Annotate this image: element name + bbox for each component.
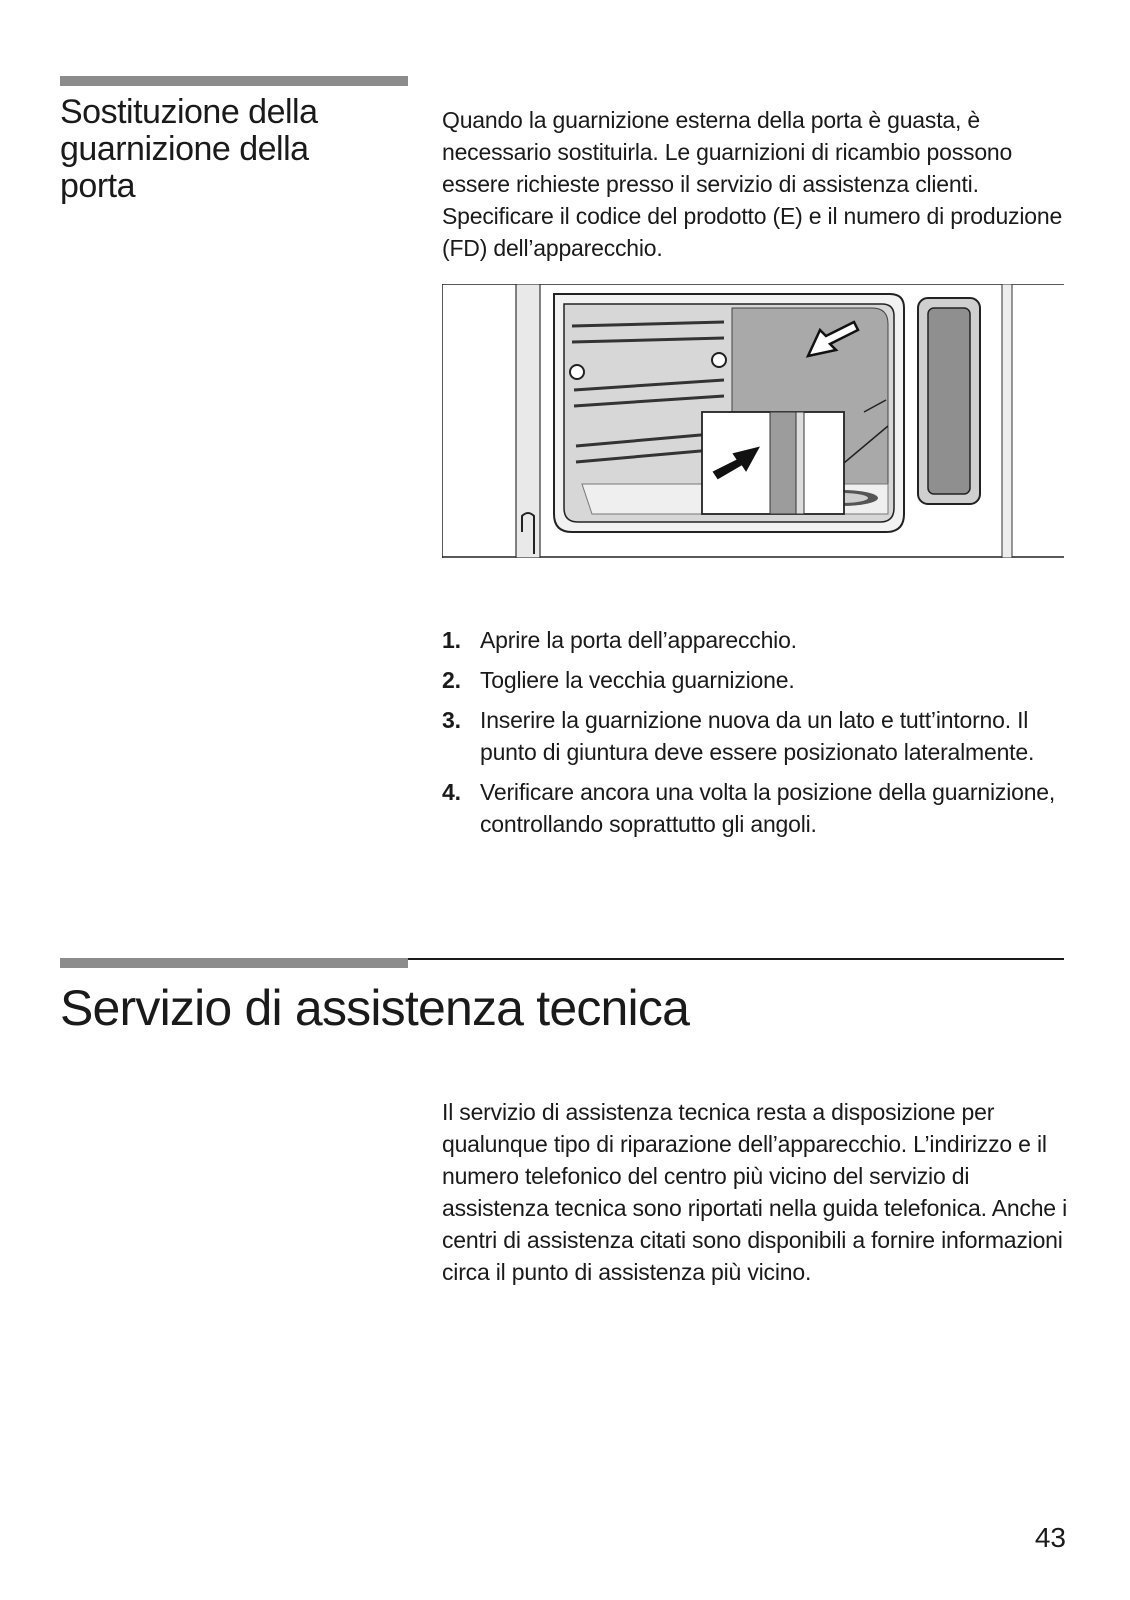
section1-title: Sostituzione della guarnizione della porta bbox=[60, 93, 318, 205]
step-text: Verificare ancora una volta la posizione della guarnizione, controllando soprattutto gli angoli. bbox=[480, 779, 1056, 837]
step-text: Togliere la vecchia guarnizione. bbox=[480, 667, 795, 693]
step-number: 1. bbox=[442, 627, 461, 653]
steps-list bbox=[442, 624, 1082, 848]
list-item bbox=[442, 776, 1082, 840]
step-text: Aprire la porta dell’apparecchio. bbox=[480, 627, 797, 653]
section1-intro: Quando la guarnizione esterna della porta è guasta, è necessario sostituirla. Le guarnizioni di ricambio possono essere richieste presso il servizio di assistenza clienti. Specificare il codice del prodotto (E) e il numero di produzione (FD) dell’apparecchio. bbox=[442, 107, 1063, 261]
list-item bbox=[442, 704, 1082, 768]
step-text: Inserire la guarnizione nuova da un lato e tutt’intorno. Il punto di giuntura deve essere posizionato lateralmente. bbox=[480, 707, 1035, 765]
section2-body: Il servizio di assistenza tecnica resta a disposizione per qualunque tipo di riparazione dell’apparecchio. L’indirizzo e il numero telefonico del centro più vicino del servizio di assistenza tecnica sono riportati nella guida telefonica. Anche i centri di assistenza citati sono disponibili a fornire informazioni circa il punto di assistenza più vicino. bbox=[442, 1099, 1068, 1285]
section1-rule bbox=[60, 76, 408, 86]
oven-interior-illustration bbox=[442, 284, 1064, 558]
section2-title: Servizio di assistenza tecnica bbox=[60, 980, 690, 1036]
list-item bbox=[442, 624, 1082, 656]
section2-rule bbox=[60, 958, 408, 968]
list-item bbox=[442, 664, 1082, 696]
step-number: 2. bbox=[442, 667, 461, 693]
page-number: 43 bbox=[1034, 1522, 1066, 1553]
step-number: 4. bbox=[442, 779, 461, 805]
step-number: 3. bbox=[442, 707, 461, 733]
section2-thin-rule bbox=[408, 958, 1064, 960]
